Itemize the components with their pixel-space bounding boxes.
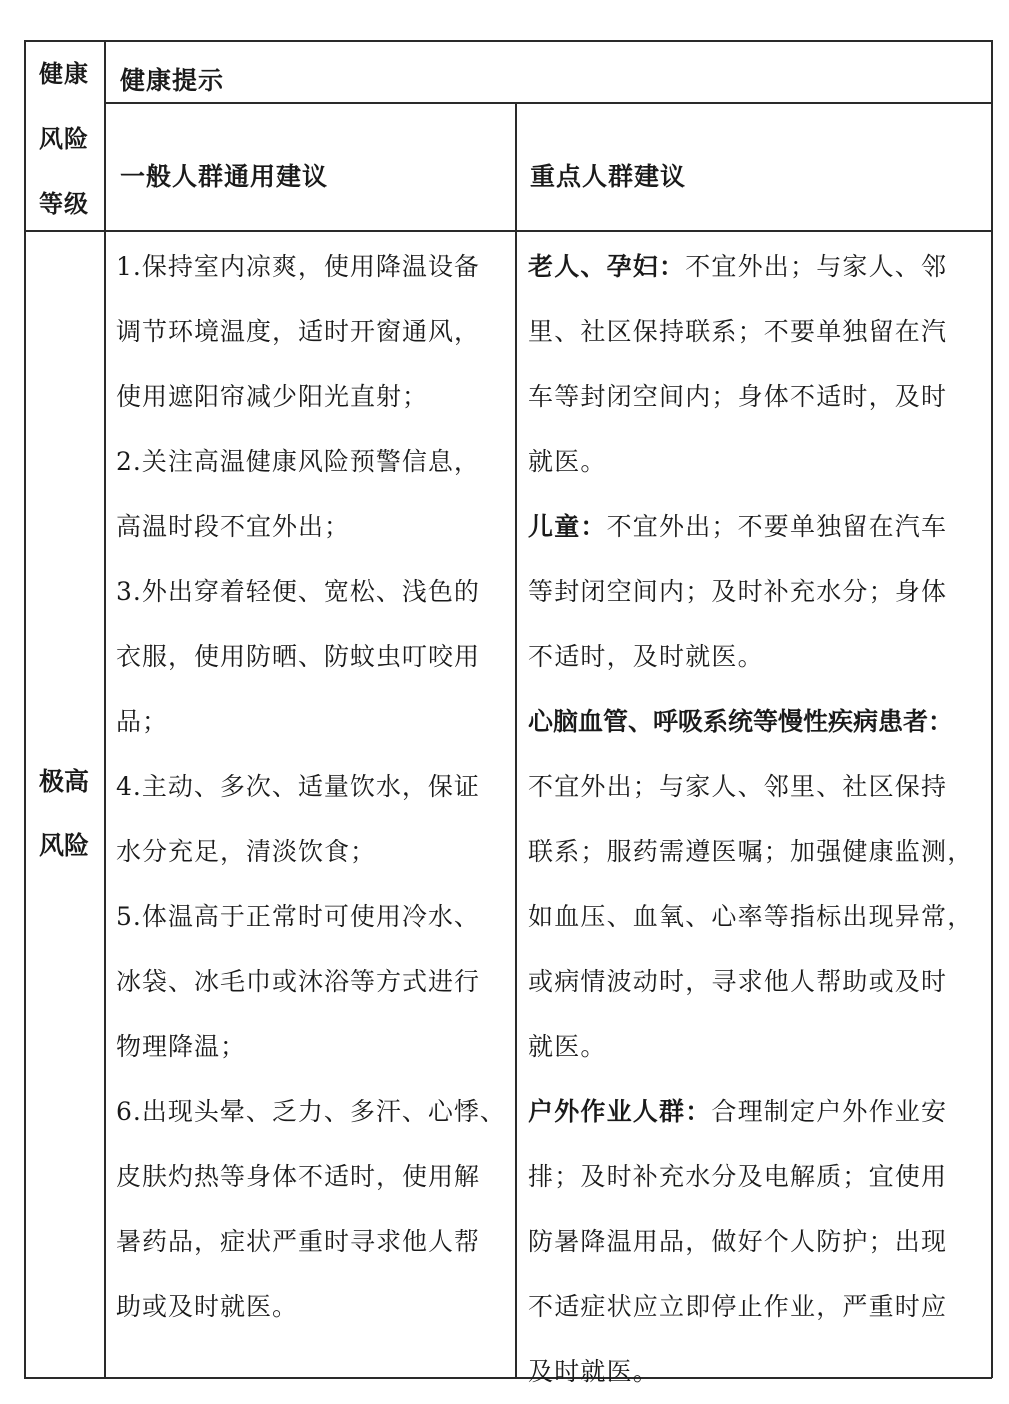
general-advice-line: 品；: [116, 707, 169, 736]
group-advice-text: 及时就医。: [528, 1357, 660, 1386]
group-advice-text: 联系；服药需遵医嘱；加强健康监测，: [528, 837, 974, 866]
key-advice-line: [528, 494, 980, 559]
group-advice-text: 排；及时补充水分及电解质；宜使用: [528, 1162, 948, 1191]
key-advice-line: [528, 559, 980, 624]
general-advice-line: 高温时段不宜外出；: [116, 512, 351, 541]
key-advice-line: [528, 1014, 980, 1079]
group-advice-text: 不适症状应立即停止作业，严重时应: [528, 1292, 948, 1321]
group-advice-text: 等封闭空间内；及时补充水分；身体: [528, 577, 948, 606]
general-advice-line: 2.关注高温健康风险预警信息，: [116, 447, 480, 476]
general-advice-line: 冰袋、冰毛巾或沐浴等方式进行: [116, 967, 481, 996]
table-border-right: [991, 40, 993, 1378]
group-label: 心脑血管、呼吸系统等慢性疾病患者：: [528, 707, 954, 736]
general-advice-line: 衣服，使用防晒、防蚊虫叮咬用: [116, 642, 481, 671]
general-advice-line: 4.主动、多次、适量饮水，保证: [116, 772, 480, 801]
health-advice-table: [24, 40, 992, 1386]
group-label: 老人、孕妇：: [528, 252, 686, 281]
key-advice-line: [528, 429, 980, 494]
general-advice-line: 调节环境温度，适时开窗通风，: [116, 317, 481, 346]
group-advice-text: 就医。: [528, 447, 607, 476]
general-advice-line: 3.外出穿着轻便、宽松、浅色的: [116, 577, 480, 606]
general-advice-line: 暑药品，症状严重时寻求他人帮: [116, 1227, 481, 1256]
risk-level-header-line: 健康: [39, 60, 89, 88]
general-advice-line: 1.保持室内凉爽，使用降温设备: [116, 252, 480, 281]
key-groups-cell: [528, 234, 980, 1404]
key-advice-line: [528, 234, 980, 299]
general-advice-line: 物理降温；: [116, 1032, 247, 1061]
key-advice-line: [528, 819, 980, 884]
key-advice-line: [528, 1274, 980, 1339]
group-advice-text: 不宜外出；不要单独留在汽车: [606, 512, 948, 541]
group-advice-text: 就医。: [528, 1032, 607, 1061]
key-advice-line: [528, 1079, 980, 1144]
group-advice-text: 或病情波动时，寻求他人帮助或及时: [528, 967, 948, 996]
key-advice-line: [528, 364, 980, 429]
group-label: 户外作业人群：: [528, 1097, 712, 1126]
key-advice-line: [528, 884, 980, 949]
general-advice-line: 水分充足，清淡饮食；: [116, 837, 377, 866]
risk-level-header-line: 等级: [39, 190, 89, 218]
health-tips-header: 健康提示: [120, 66, 225, 95]
key-advice-line: [528, 1209, 980, 1274]
key-advice-line: [528, 1339, 980, 1404]
key-groups-header: 重点人群建议: [530, 162, 687, 191]
key-advice-line: [528, 754, 980, 819]
header-sub-divider: [104, 102, 992, 104]
general-advice-cell: [116, 234, 508, 1339]
key-advice-line: [528, 949, 980, 1014]
group-advice-text: 里、社区保持联系；不要单独留在汽: [528, 317, 948, 346]
risk-level-header: [24, 42, 104, 237]
general-advice-line: 5.体温高于正常时可使用冷水、: [116, 902, 480, 931]
risk-level-header-line: 风险: [39, 125, 89, 153]
group-advice-text: 不宜外出；与家人、邻里、社区保持: [528, 772, 948, 801]
group-advice-text: 防暑降温用品，做好个人防护；出现: [528, 1227, 948, 1256]
key-advice-line: [528, 689, 980, 754]
group-advice-text: 合理制定户外作业安: [711, 1097, 948, 1126]
col1-divider: [104, 40, 106, 1378]
risk-level-value: [24, 750, 104, 878]
key-advice-line: [528, 624, 980, 689]
table-border-top: [24, 40, 992, 42]
key-advice-line: [528, 1144, 980, 1209]
col2-divider: [515, 102, 517, 1378]
general-advice-header: 一般人群通用建议: [120, 162, 329, 191]
general-advice-line: 6.出现头晕、乏力、多汗、心悸、: [116, 1097, 506, 1126]
group-advice-text: 如血压、血氧、心率等指标出现异常，: [528, 902, 974, 931]
group-advice-text: 车等封闭空间内；身体不适时，及时: [528, 382, 948, 411]
risk-level-line: 风险: [38, 831, 89, 860]
key-advice-line: [528, 299, 980, 364]
header-body-divider: [24, 230, 992, 232]
general-advice-line: 使用遮阳帘减少阳光直射；: [116, 382, 429, 411]
risk-level-line: 极高: [38, 767, 89, 796]
group-label: 儿童：: [528, 512, 607, 541]
group-advice-text: 不宜外出；与家人、邻: [685, 252, 948, 281]
general-advice-line: 助或及时就医。: [116, 1292, 299, 1321]
general-advice-line: 皮肤灼热等身体不适时，使用解: [116, 1162, 481, 1191]
table-border-left: [24, 40, 26, 1378]
group-advice-text: 不适时，及时就医。: [528, 642, 764, 671]
